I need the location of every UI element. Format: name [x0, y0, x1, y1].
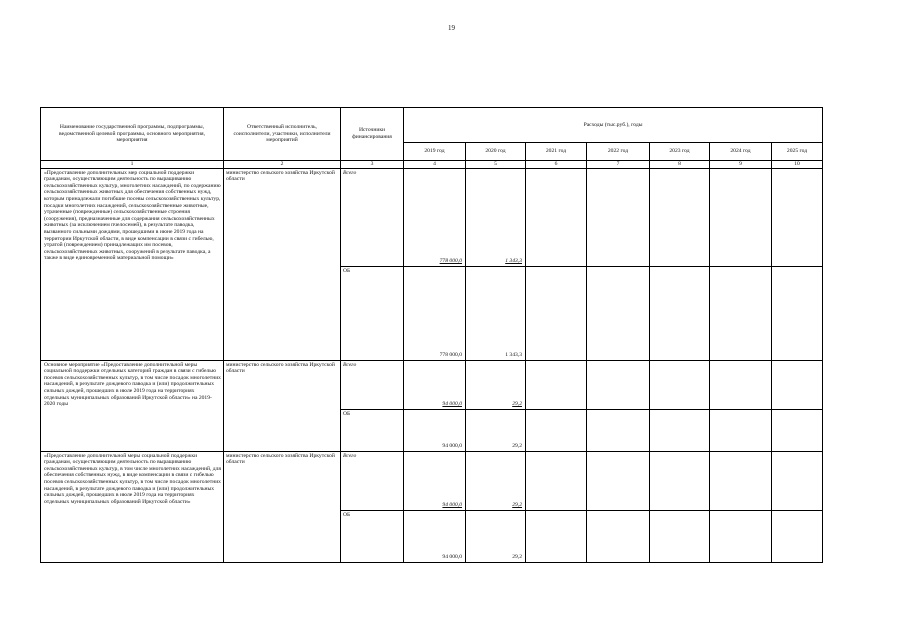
expense-value: 94 000,0: [404, 360, 466, 409]
expense-value: [526, 266, 587, 360]
expense-value: 29,2: [466, 409, 526, 451]
expense-value: [587, 451, 650, 510]
expense-value: [710, 266, 772, 360]
header-expenses: Расходы (тыс.руб.), годы: [404, 108, 823, 143]
expense-value: 29,2: [466, 510, 526, 562]
header-year: 2020 год: [466, 143, 526, 161]
expense-value: [772, 360, 823, 409]
expense-value: [650, 510, 710, 562]
expense-value: [772, 451, 823, 510]
expense-value: [650, 360, 710, 409]
source-label: Всего: [341, 168, 404, 266]
expense-value: [587, 409, 650, 451]
column-number: 10: [772, 161, 823, 169]
header-year: 2024 год: [710, 143, 772, 161]
expense-value: [526, 510, 587, 562]
header-executor: Ответственный исполнитель, соисполнители, участники, исполнители мероприятий: [224, 108, 341, 161]
expense-value: [526, 409, 587, 451]
expense-value: [772, 510, 823, 562]
expense-value: [526, 360, 587, 409]
expense-value: 94 000,0: [404, 451, 466, 510]
expense-value: 94 000,0: [404, 409, 466, 451]
executor-name: министерство сельского хозяйства Иркутской области: [224, 451, 341, 562]
source-label: ОБ: [341, 266, 404, 360]
page-number: 19: [448, 24, 455, 32]
table-row: [41, 451, 823, 510]
column-number: 2: [224, 161, 341, 169]
expense-value: 29,2: [466, 360, 526, 409]
expense-value: [650, 451, 710, 510]
source-label: Всего: [341, 451, 404, 510]
expense-value: [526, 451, 587, 510]
expense-value: 1 343,3: [466, 266, 526, 360]
expense-value: [587, 510, 650, 562]
program-name: «Предоставление дополнительной меры социальной поддержки гражданам, осуществляющим деятельность по выращиванию сельскохозяйственных культур, в том числе многолетних насаждений, для обеспечения собственных нужд, в виде компенсации в связи с гибелью посевов сельскохозяйственных культур, в том числе посадок многолетних насаждений, в результате дождевого паводка и (или) продолжительных сильных дождей, прошедших в июле 2019 года на территориях отдельных муниципальных образований Иркутской области»: [41, 451, 224, 562]
table-row: [41, 168, 823, 266]
header-year: 2023 год: [650, 143, 710, 161]
expense-value: [772, 168, 823, 266]
column-number: 5: [466, 161, 526, 169]
column-number: 3: [341, 161, 404, 169]
expense-value: [650, 168, 710, 266]
source-label: ОБ: [341, 510, 404, 562]
header-name: Наименование государственной программы, подпрограммы, ведомственной целевой программы, основного мероприятия, мероприятия: [41, 108, 224, 161]
expense-value: [650, 409, 710, 451]
header-year: 2025 год: [772, 143, 823, 161]
header-year: 2021 год: [526, 143, 587, 161]
expense-value: [587, 266, 650, 360]
expense-value: [772, 409, 823, 451]
program-name: «Предоставление дополнительных мер социальной поддержки гражданам, осуществляющим деятельность по выращиванию сельскохозяйственных культур, многолетних насаждений, по содержанию сельскохозяйственных животных для обеспечения собственных нужд, которым принадлежали погибшие посевы сельскохозяйственных культур, посадки многолетних насаждений, сельскохозяйственные животные, утраченные (поврежденные) сельскохозяйственные строения (сооружения), предназначенные для содержания сельскохозяйственных животных (за исключением пчелосемей), в результате паводка, вызванного сильными дождями, прошедшими в июне 2019 года на территории Иркутской области, в виде компенсации в связи с гибелью, утратой (повреждением) принадлежащих им посевов, сельскохозяйственных животных, сооружений в результате паводка, а также в виде единовременной материальной помощи»: [41, 168, 224, 360]
expense-value: 778 000,0: [404, 266, 466, 360]
expense-value: 94 000,0: [404, 510, 466, 562]
program-name: Основное мероприятие «Предоставление дополнительной меры социальной поддержки отдельных категорий граждан в связи с гибелью посевов сельскохозяйственных культур, в том числе посадок многолетних насаждений, в результате дождевого паводка и (или) продолжительных сильных дождей, прошедших в июле 2019 года на территориях отдельных муниципальных образований Иркутской области» на 2019-2020 годы: [41, 360, 224, 451]
header-year: 2022 год: [587, 143, 650, 161]
source-label: ОБ: [341, 409, 404, 451]
expense-value: [710, 168, 772, 266]
column-number: 6: [526, 161, 587, 169]
column-number: 7: [587, 161, 650, 169]
column-number: 8: [650, 161, 710, 169]
executor-name: министерство сельского хозяйства Иркутской области: [224, 360, 341, 451]
expense-value: [710, 409, 772, 451]
expense-value: [710, 451, 772, 510]
expense-value: [526, 168, 587, 266]
expense-value: 1 343,3: [466, 168, 526, 266]
expense-value: [710, 510, 772, 562]
expenses-table: [40, 107, 823, 563]
expense-value: [587, 168, 650, 266]
column-number: 9: [710, 161, 772, 169]
expense-value: 29,2: [466, 451, 526, 510]
expense-value: [772, 266, 823, 360]
header-source: Источники финансирования: [341, 108, 404, 161]
executor-name: министерство сельского хозяйства Иркутской области: [224, 168, 341, 360]
expense-value: [710, 360, 772, 409]
source-label: Всего: [341, 360, 404, 409]
expense-value: 778 000,0: [404, 168, 466, 266]
table-row: [41, 360, 823, 409]
column-number: 1: [41, 161, 224, 169]
expense-value: [587, 360, 650, 409]
header-year: 2019 год: [404, 143, 466, 161]
expense-value: [650, 266, 710, 360]
column-number: 4: [404, 161, 466, 169]
